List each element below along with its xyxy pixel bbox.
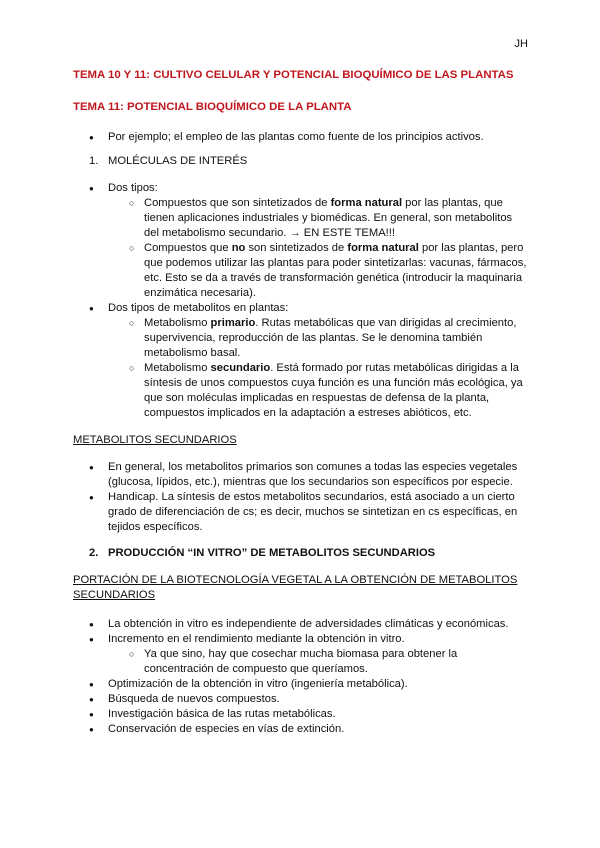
text: por las plantas, pero que podemos utilizar las plantas para poder sintetizarlas: vacunas, fármacos, etc. Esto se da a través de transformación genética (introducir la maquinaria enzimática necesaria). xyxy=(144,242,527,299)
section-2-heading xyxy=(73,547,528,559)
document-page xyxy=(73,69,528,737)
text: Metabolismo xyxy=(144,317,211,329)
list-item: ● En general, los metabolitos primarios son comunes a todas las especies vegetales (glucosa, lípidos, etc.), mientras que los secundarios son específicos por especie. xyxy=(73,460,528,490)
list-item: ● Dos tipos de metabolitos en plantas: xyxy=(73,301,528,316)
text: . Está formado por rutas metabólicas dirigidas a la síntesis de unos compuestos cuya función es una función más ecológica, ya que son moléculas implicadas en respuestas de defensa de la planta, compuestos implicados en la adaptación a estreses abióticos, etc. xyxy=(144,362,523,419)
types-list xyxy=(73,181,528,421)
list-item: ● Incremento en el rendimiento mediante la obtención in vitro. xyxy=(73,632,528,647)
text: Compuestos que xyxy=(144,242,232,254)
sub-list-item xyxy=(73,241,528,301)
section-title: PRODUCCIÓN “IN VITRO” DE METABOLITOS SECUNDARIOS xyxy=(108,547,436,559)
text: por las plantas, que tienen aplicaciones industriales y biomédicas. En general, son metabolitos del metabolismo secundario. → EN ESTE TEMA!!! xyxy=(144,197,513,239)
bold-text: secundario xyxy=(210,362,271,374)
sub-title: TEMA 11: POTENCIAL BIOQUÍMICO DE LA PLANTA xyxy=(73,101,352,113)
text: son sintetizados de xyxy=(245,242,348,254)
main-title: TEMA 10 Y 11: CULTIVO CELULAR Y POTENCIAL BIOQUÍMICO DE LAS PLANTAS xyxy=(73,69,514,81)
author-initials: JH xyxy=(514,38,528,50)
bold-text: forma natural xyxy=(347,242,419,254)
metabolitos-secundarios-heading: METABOLITOS SECUNDARIOS xyxy=(73,434,237,446)
portacion-heading: PORTACIÓN DE LA BIOTECNOLOGÍA VEGETAL A LA OBTENCIÓN DE METABOLITOS SECUNDARIOS xyxy=(73,574,518,601)
list-item: ● Búsqueda de nuevos compuestos. xyxy=(73,692,528,707)
list-item: ● Dos tipos: xyxy=(73,181,528,196)
list-item: ● Optimización de la obtención in vitro (ingeniería metabólica). xyxy=(73,677,528,692)
list-item: ● La obtención in vitro es independiente de adversidades climáticas y económicas. xyxy=(73,617,528,632)
section-1-heading xyxy=(73,155,528,167)
metabolitos-secundarios-list xyxy=(73,460,528,535)
section-number: 1. xyxy=(89,155,99,167)
bold-text: no xyxy=(231,242,246,254)
bold-text: primario xyxy=(210,317,256,329)
list-item: ● Conservación de especies en vías de extinción. xyxy=(73,722,528,737)
list-item: ● Investigación básica de las rutas metabólicas. xyxy=(73,707,528,722)
sub-list-item xyxy=(73,196,528,241)
sub-list-item: ○ Ya que sino, hay que cosechar mucha biomasa para obtener la concentración de compuesto que queríamos. xyxy=(73,647,528,677)
portacion-list xyxy=(73,617,528,737)
sub-list-item xyxy=(73,316,528,361)
bold-text: forma natural xyxy=(330,197,403,209)
text: Metabolismo xyxy=(144,362,211,374)
section-title: MOLÉCULAS DE INTERÉS xyxy=(108,155,248,167)
text: Compuestos que son sintetizados de xyxy=(144,197,331,209)
section-number: 2. xyxy=(89,547,99,559)
list-item: ● Handicap. La síntesis de estos metabolitos secundarios, está asociado a un cierto grado de diferenciación de cs; es decir, muchos se sintetizan en cs específicas, en tejidos específicos. xyxy=(73,490,528,535)
list-item: ● Por ejemplo; el empleo de las plantas como fuente de los principios activos. xyxy=(73,130,528,145)
sub-list-item xyxy=(73,361,528,421)
intro-list xyxy=(73,130,528,145)
text: . Rutas metabólicas que van dirigidas al crecimiento, supervivencia, reproducción de las plantas. Se le denomina también metabolismo basal. xyxy=(144,317,517,359)
